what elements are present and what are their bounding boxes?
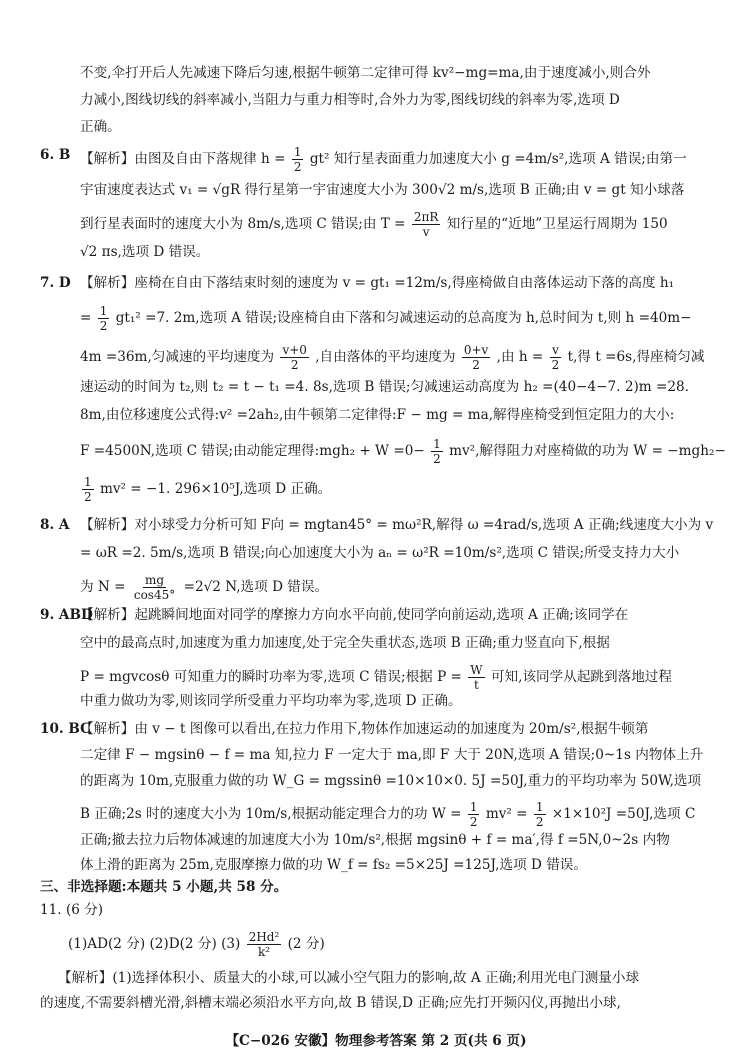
fraction: [468, 800, 480, 829]
fraction-numerator: 2Hd²: [248, 930, 280, 944]
question-number: 9. ABD: [40, 607, 93, 623]
fraction-numerator: 1: [535, 800, 544, 814]
text-segment: gt² 知行星表面重力加速度大小 g =4m/s²,选项 A 错误;由第一: [309, 151, 687, 167]
text-line: [80, 210, 668, 239]
text-line: 正确;撤去拉力后物体减速的加速度大小为 10m/s²,根据 mgsinθ + f = ma′,得 f =5N,0~2s 内物: [80, 832, 670, 848]
page-footer: 【C−026 安徽】物理参考答案 第 2 页(共 6 页): [225, 1033, 527, 1049]
text-line: 【解析】(1)选择体积小、质量大的小球,可以减小空气阻力的影响,故 A 正确;利用光电门测量小球: [58, 970, 640, 986]
text-line: 空中的最高点时,加速度为重力加速度,处于完全失重状态,选项 B 正确;重力竖直向下,根据: [80, 635, 610, 651]
fraction-denominator: 2: [290, 358, 299, 372]
text-line: [80, 663, 672, 692]
text-segment: 【解析】由图及自由下落规律 h =: [80, 151, 286, 167]
text-line: 【解析】起跳瞬间地面对同学的摩擦力方向水平向前,使同学向前运动,选项 A 正确;该同学在: [80, 607, 629, 623]
question-number: 6. B: [40, 147, 71, 163]
text-segment: 知行星的“近地”卫星运行周期为 150: [446, 216, 668, 232]
fraction: [431, 437, 443, 466]
text-segment: ,自由落体的平均速度为: [315, 349, 456, 365]
text-segment: B 正确;2s 时的速度大小为 10m/s,根据动能定理合力的功 W =: [80, 806, 462, 822]
text-line: [80, 437, 726, 466]
text-line: 的距离为 10m,克服重力做的功 W_G = mgssinθ =10×10×0. 5J =50J,重力的平均功率为 50W,选项: [80, 773, 702, 789]
text-line: [80, 800, 695, 829]
text-line: [80, 145, 687, 174]
text-segment: (1)AD(2 分) (2)D(2 分) (3): [68, 936, 241, 952]
fraction-denominator: 2: [99, 319, 108, 333]
fraction-numerator: mg: [145, 573, 165, 587]
text-line: √2 πs,选项 D 错误。: [80, 244, 210, 260]
fraction-denominator: 2: [433, 452, 441, 466]
fraction-denominator: k²: [257, 945, 271, 959]
text-line: 速运动的时间为 t₂,则 t₂ = t − t₁ =4. 8s,选项 B 错误;匀减速运动高度为 h₂ =(40−4−7. 2)m =28.: [80, 379, 689, 395]
text-segment: =2√2 N,选项 D 错误。: [183, 579, 329, 595]
fraction: [98, 304, 110, 333]
fraction-denominator: cos45°: [133, 588, 176, 602]
text-line: 体上滑的距离为 25m,克服摩擦力做的功 W_f = fs₂ =5×25J =125J,选项 D 错误。: [80, 857, 587, 873]
fraction-numerator: 1: [293, 145, 302, 159]
question-number: 10. BC: [40, 721, 91, 737]
text-line: 中重力做功为零,则该同学所受重力平均功率为零,选项 D 正确。: [80, 693, 462, 709]
fraction: [82, 475, 94, 504]
fraction: [247, 930, 282, 959]
text-line: [80, 343, 704, 372]
text-segment: mv²,解得阻力对座椅做的功为 W = −mgh₂−: [449, 443, 726, 459]
fraction-numerator: 1: [433, 437, 441, 451]
fraction-denominator: 2: [472, 358, 480, 372]
fraction-numerator: 1: [84, 475, 92, 489]
text-segment: P = mgvcosθ 可知重力的瞬时功率为零,选项 C 错误;根据 P =: [80, 669, 462, 685]
question-number: 8. A: [40, 517, 70, 533]
text-line: 不变,伞打开后人先减速下降后匀速,根据牛顿第二定律可得 kv²−mg=ma,由于速度减小,则合外: [80, 65, 651, 81]
text-segment: mv² = −1. 296×10⁵J,选项 D 正确。: [99, 481, 332, 497]
text-segment: t,得 t =6s,得座椅匀减: [567, 349, 705, 365]
fraction-denominator: v: [422, 225, 430, 239]
text-segment: 为 N =: [80, 579, 126, 595]
text-segment: gt₁² =7. 2m,选项 A 错误;设座椅自由下落和匀减速运动的总高度为 h,总时间为 t,则 h =40m−: [115, 310, 692, 326]
fraction: [132, 573, 177, 602]
section-heading: 三、非选择题:本题共 5 小题,共 58 分。: [40, 879, 288, 895]
text-line: [80, 573, 328, 602]
text-line: 【解析】由 v − t 图像可以看出,在拉力作用下,物体作加速运动的加速度为 20m/s²,根据牛顿第: [80, 721, 649, 737]
text-segment: =: [80, 310, 92, 326]
text-segment: 可知,该同学从起跳到落地过程: [490, 669, 672, 685]
fraction-numerator: 1: [99, 304, 108, 318]
fraction-numerator: 0+v: [463, 343, 489, 357]
text-line: 力减小,图线切线的斜率减小,当阻力与重力相等时,合外力为零,图线切线的斜率为零,选项 D: [80, 92, 620, 108]
text-segment: 4m =36m,匀减速的平均速度为: [80, 349, 275, 365]
text-line: 的速度,不需要斜槽光滑,斜槽末端必须沿水平方向,故 B 错误,D 正确;应先打开频闪仪,再抛出小球,: [40, 995, 621, 1011]
text-line: 8m,由位移速度公式得:v² =2ah₂,由牛顿第二定律得:F − mg = ma,解得座椅受到恒定阻力的大小:: [80, 407, 675, 423]
fraction: [468, 663, 484, 692]
text-line: = ωR =2. 5m/s,选项 B 错误;向心加速度大小为 aₙ = ω²R =10m/s²,选项 C 错误;所受支持力大小: [80, 545, 680, 561]
fraction-denominator: 2: [84, 490, 92, 504]
answer-line: [68, 930, 325, 959]
text-segment: ,由 h =: [496, 349, 544, 365]
fraction-numerator: 1: [469, 800, 478, 814]
text-line: 【解析】座椅在自由下落结束时刻的速度为 v = gt₁ =12m/s,得座椅做自由落体运动下落的高度 h₁: [80, 275, 675, 291]
fraction: [462, 343, 490, 372]
fraction-denominator: 2: [293, 160, 302, 174]
fraction: [550, 343, 562, 372]
fraction-numerator: 2πR: [413, 210, 439, 224]
fraction-numerator: v+0: [282, 343, 307, 357]
text-line: 【解析】对小球受力分析可知 F向 = mgtan45° = mω²R,解得 ω =4rad/s,选项 A 正确;线速度大小为 v: [80, 517, 714, 533]
fraction: [534, 800, 546, 829]
text-segment: F =4500N,选项 C 错误;由动能定理得:mgh₂ + W =0−: [80, 443, 425, 459]
text-line: 正确。: [80, 119, 121, 135]
text-segment: ×1×10²J =50J,选项 C: [551, 806, 696, 822]
text-line: [80, 304, 692, 333]
text-line: 二定律 F − mgsinθ − f = ma 知,拉力 F 一定大于 ma,即 F 大于 20N,选项 A 错误;0~1s 内物体上升: [80, 747, 704, 763]
fraction-denominator: 2: [551, 358, 560, 372]
text-line: [80, 475, 331, 504]
fraction: [412, 210, 441, 239]
fraction-numerator: W: [470, 663, 483, 677]
question-heading: 11. (6 分): [40, 902, 104, 918]
text-segment: 到行星表面时的速度大小为 8m/s,选项 C 错误;由 T =: [80, 216, 406, 232]
text-segment: (2 分): [287, 936, 325, 952]
fraction-denominator: t: [474, 678, 479, 692]
question-number: 7. D: [40, 275, 71, 291]
fraction-numerator: v: [552, 343, 559, 357]
fraction: [280, 343, 308, 372]
fraction-denominator: 2: [535, 815, 544, 829]
text-segment: mv² =: [485, 806, 528, 822]
text-line: 宇宙速度表达式 v₁ = √gR 得行星第一宇宙速度大小为 300√2 m/s,选项 B 正确;由 v = gt 知小球落: [80, 182, 685, 198]
fraction-denominator: 2: [469, 815, 478, 829]
fraction: [292, 145, 304, 174]
